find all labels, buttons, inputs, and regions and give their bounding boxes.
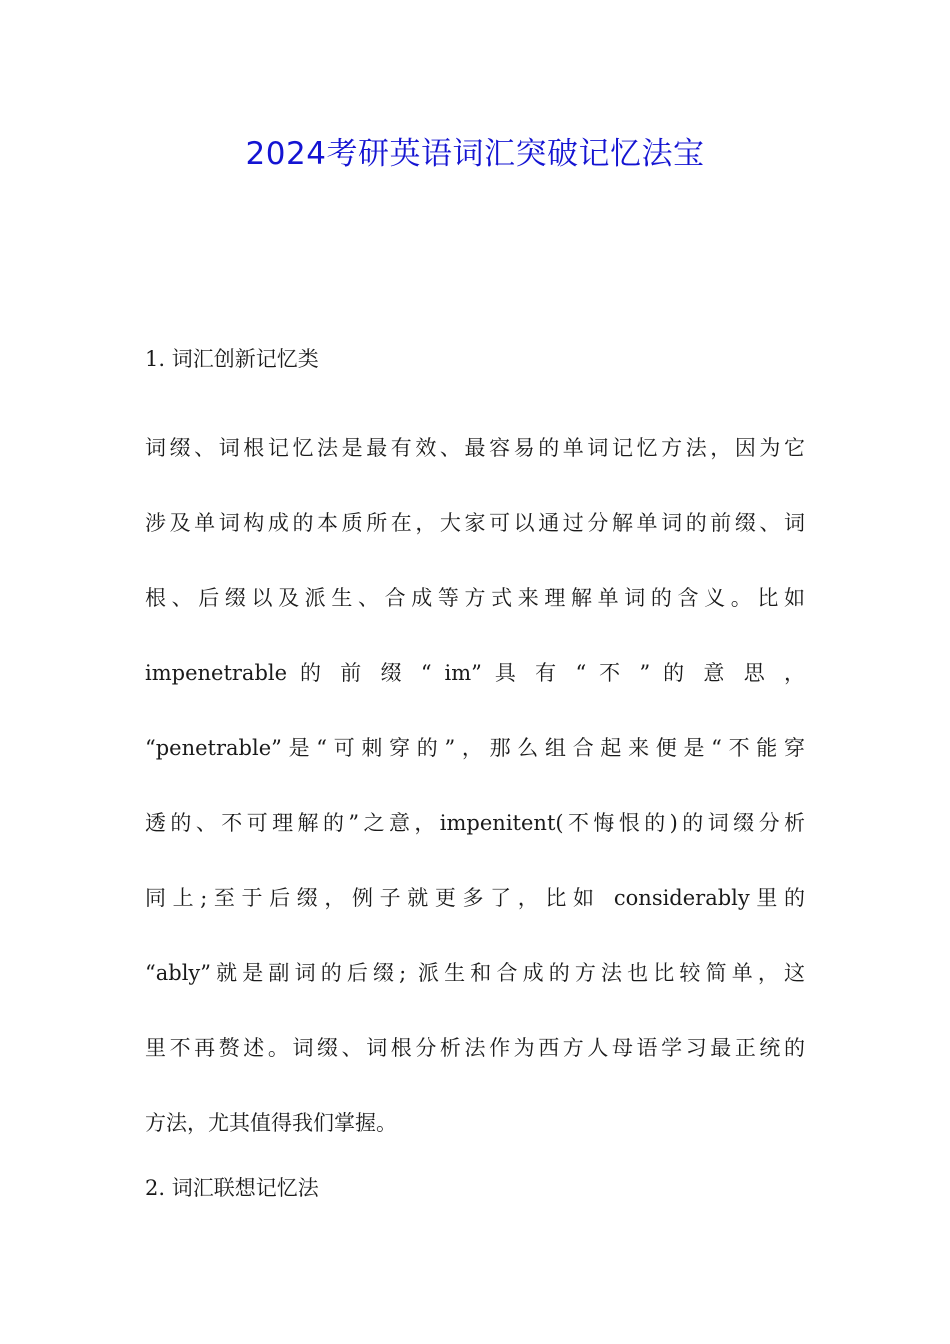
paragraph-line: 涉及单词构成的本质所在，大家可以通过分解单词的前缀、词 — [145, 511, 805, 535]
paragraph-line: “ably”就是副词的后缀; 派生和合成的方法也比较简单，这 — [145, 961, 805, 985]
paragraph-line: 根、后缀以及派生、合成等方式来理解单词的含义。比如 — [145, 586, 805, 610]
document-body — [145, 336, 805, 1212]
paragraph-line: 透的、不可理解的”之意，impenitent(不悔恨的)的词缀分析 — [145, 811, 805, 835]
section-heading-2: 2. 词汇联想记忆法 — [145, 1176, 319, 1200]
paragraph-line: “penetrable”是“可刺穿的”，那么组合起来便是“不能穿 — [145, 736, 805, 760]
paragraph-line: impenetrable 的 前 缀 “ im” 具 有 “ 不 ” 的 意 思 ， — [145, 661, 805, 685]
paragraph-line: 里不再赘述。词缀、词根分析法作为西方人母语学习最正统的 — [145, 1036, 805, 1060]
paragraph-line: 方法，尤其值得我们掌握。 — [145, 1111, 397, 1135]
paragraph-line: 词缀、词根记忆法是最有效、最容易的单词记忆方法，因为它 — [145, 436, 805, 460]
paragraph-line: 同上;至于后缀，例子就更多了，比如 considerably里的 — [145, 886, 805, 910]
document-title: 2024考研英语词汇突破记忆法宝 — [245, 136, 705, 172]
section-paragraph-1 — [145, 411, 805, 1161]
section-heading-1: 1. 词汇创新记忆类 — [145, 347, 319, 371]
